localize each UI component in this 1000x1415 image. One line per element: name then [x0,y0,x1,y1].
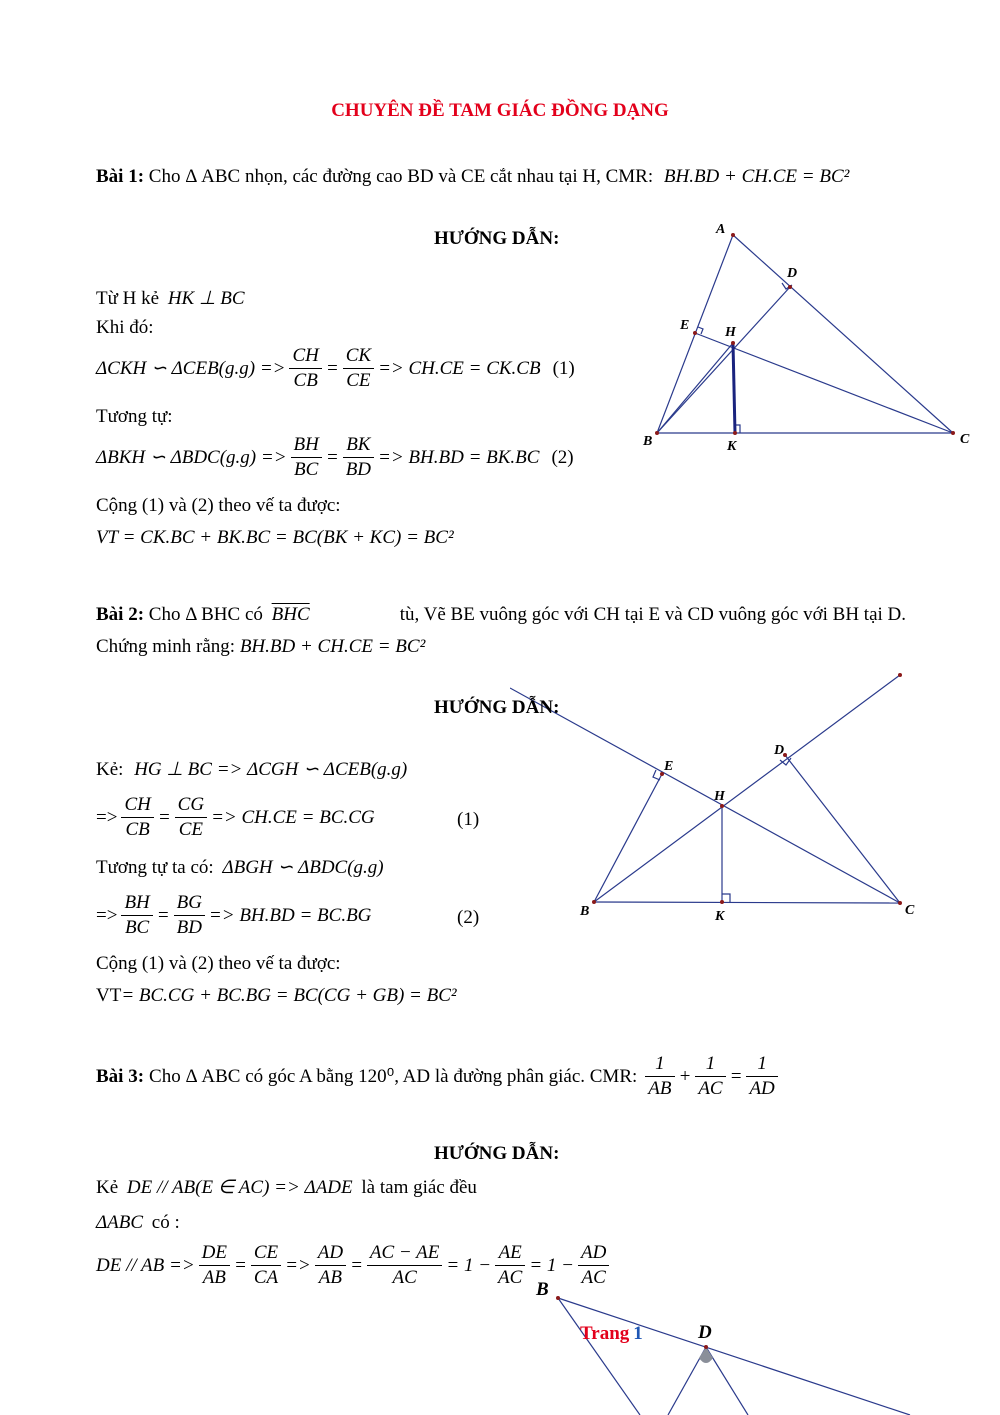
frac-den: CE [178,819,204,840]
bai1-l1-text: Từ H kẻ [96,288,160,309]
eq-text: = 1 − [529,1254,574,1276]
frac-den: AC [698,1078,723,1099]
eq-text: ΔBKH ∽ ΔBDC(g.g) => [96,447,287,468]
fraction [251,1241,281,1290]
frac-num: BK [343,433,374,458]
fraction [343,433,374,482]
bai3-l2-tail: có : [151,1212,180,1233]
fraction [291,433,322,482]
bai3-l2-math: ΔABC [96,1212,144,1233]
bai2-similar [96,856,384,879]
frac-den: AC [498,1267,523,1288]
footer-page-number: 1 [633,1323,643,1344]
bai1-text: Cho Δ ABC nhọn, các đường cao BD và CE cắt nhau tại H, CMR: [148,166,654,187]
fraction [695,1052,725,1101]
label-D: D [698,1322,712,1343]
frac-num: BH [121,891,152,916]
bai2-similar-text: Tương tự ta có: [96,857,214,878]
bai2-text-b: tù, Vẽ BE vuông góc với CH tại E và CD vuông góc với BH tại D. [399,604,906,625]
bai2-claim: BH.BD + CH.CE = BC² [239,636,426,657]
frac-num: DE [199,1241,230,1266]
bai2-eq2: => $\frac{BH}{BC}$ = $\frac{BG}{BD}$ => BH.BD = BC.BG [96,892,372,938]
frac-den: AC [581,1267,606,1288]
bai3-label: Bài 3: [96,1065,145,1087]
eq-text: => BH.BD = BK.BC [378,446,540,468]
frac-num: 1 [645,1052,674,1077]
label-D: D [787,266,798,281]
fraction [645,1052,674,1101]
label-K: K [727,439,737,454]
bai1-figure [630,215,980,465]
frac-den: AC [392,1267,417,1288]
frac-den: CE [346,370,371,391]
label-K: K [715,909,725,924]
bai2-text-c: Chứng minh rằng: [96,636,236,657]
bai2-line1 [96,758,407,781]
bai3-l1-text: Kẻ [96,1177,119,1198]
bai2-result-vt: VT [96,985,122,1006]
bai1-result: VT = CK.BC + BK.BC = BC(BK + KC) = BC² [96,527,454,548]
bai1-label: Bài 1: [96,166,145,187]
label-B: B [580,904,590,919]
frac-den: CA [253,1267,279,1288]
page-title: CHUYÊN ĐỀ TAM GIÁC ĐỒNG DẠNG [331,100,669,121]
bai2-heading: HƯỚNG DẪN: [434,697,560,718]
eq-tag: (1) [552,357,575,379]
frac-num: AD [578,1241,609,1266]
label-E: E [664,759,674,774]
label-H: H [714,789,725,804]
frac-num: 1 [695,1052,725,1077]
frac-num: CK [343,344,374,369]
fraction [367,1241,442,1290]
bai3-line2 [96,1212,180,1234]
label-C: C [960,432,970,447]
bai1-l1-math: HK ⊥ BC [167,288,245,309]
fraction [746,1052,777,1101]
fraction [199,1241,230,1290]
frac-num: CG [175,793,207,818]
bai2-figure [510,670,980,930]
bai1-line1 [96,287,245,310]
page-footer [580,1323,643,1345]
frac-num: BH [291,433,322,458]
bai2-result: = BC.CG + BC.BG = BC(CG + GB) = BC² [121,985,457,1006]
label-D: D [774,743,785,758]
eq-text: => [96,806,118,828]
bai1-line2: Khi đó: [96,317,154,338]
frac-num: AC − AE [367,1241,442,1266]
frac-den: CB [125,819,150,840]
label-B: B [643,434,653,449]
fraction [175,793,207,842]
label-B: B [536,1279,549,1300]
bai2-result-line [96,985,457,1007]
bai2-text-a: Cho Δ BHC có [148,604,263,625]
frac-den: CB [293,370,318,391]
frac-den: AD [749,1078,775,1099]
fraction [289,344,321,393]
bai2-sum: Cộng (1) và (2) theo vế ta được: [96,953,341,974]
frac-num: AE [495,1241,525,1266]
frac-den: BD [345,459,372,480]
eq-text: DE // AB => [96,1254,195,1276]
bai1-claim: BH.BD + CH.CE = BC² [663,166,850,187]
bai2-statement-line1 [96,604,906,626]
bai3-heading: HƯỚNG DẪN: [434,1143,560,1164]
eq-tag: (2) [551,446,574,468]
footer-word: Trang [580,1323,630,1344]
eq-text: => CH.CE = BC.CG [211,806,375,828]
bai3-eq: DE // AB => $\frac{DE}{AB}$ = $\frac{CE}{CA}$ => $\frac{AD}{AB}$ = $\frac{AC - AE}{AC}$ = 1 − $\frac{AE}{AC}$ = 1 − $\frac{AD}{AC}$ [96,1241,613,1290]
fraction [121,891,152,940]
frac-den: BC [294,459,319,480]
frac-den: BD [176,917,202,938]
eq-text: => CH.CE = CK.CB [378,357,541,379]
bai1-statement [96,166,849,188]
frac-num: AD [315,1241,346,1266]
frac-num: 1 [746,1052,777,1077]
frac-den: AB [648,1078,672,1099]
bai3-l1-tail: là tam giác đều [361,1177,477,1198]
bai1-eq2: ΔBKH ∽ ΔBDC(g.g) => $\frac{BH}{BC}$ = $\frac{BK}{BD}$ => BH.BD = BK.BC (2) [96,434,574,480]
frac-den: AB [202,1267,226,1288]
bai1-similar: Tương tự: [96,406,173,427]
frac-num: CH [289,344,321,369]
bai3-line1 [96,1176,477,1199]
bai2-l1-text: Kẻ: [96,759,124,780]
label-H: H [725,325,736,340]
bai2-eq1: => $\frac{CH}{CB}$ = $\frac{CG}{CE}$ => CH.CE = BC.CG [96,794,375,840]
label-A: A [716,222,726,237]
bai2-l1-math: HG ⊥ BC => ΔCGH ∽ ΔCEB(g.g) [134,759,408,780]
eq-text: => [285,1254,311,1276]
eq-tag: (1) [457,809,480,830]
bai2-similar-math: ΔBGH ∽ ΔBDC(g.g) [222,857,384,878]
label-E: E [680,318,690,333]
fraction [174,891,205,940]
bai3-statement: Bài 3: Cho Δ ABC có góc A bằng 120⁰, AD là đường phân giác. CMR: $\frac{1}{AB}$ + $\frac{1}{AC}$ = $\frac{1}{AD}$ [96,1052,782,1101]
eq-text: ΔCKH ∽ ΔCEB(g.g) => [96,358,286,379]
bai2-label: Bài 2: [96,604,145,625]
bai3-l1-math: DE // AB(E ∈ AC) => ΔADE [126,1177,353,1198]
bai1-sum: Cộng (1) và (2) theo vế ta được: [96,495,341,516]
eq-text: => BH.BD = BC.BG [208,904,372,926]
frac-num: BG [174,891,205,916]
eq-text: = 1 − [446,1254,492,1276]
eq-tag: (2) [457,907,480,928]
bai2-statement-line2 [96,636,425,658]
fraction [121,793,153,842]
frac-num: CE [251,1241,281,1266]
label-C: C [905,903,915,918]
eq-text: => [96,904,118,926]
bai2-angle: $\overline{BHC}$ [271,604,310,625]
frac-num: CH [121,793,153,818]
fraction [315,1241,346,1290]
fraction [343,344,374,393]
bai1-heading: HƯỚNG DẪN: [434,228,560,249]
frac-den: AB [318,1267,343,1288]
bai1-eq1: ΔCKH ∽ ΔCEB(g.g) => $\frac{CH}{CB}$ = $\frac{CK}{CE}$ => CH.CE = CK.CB (1) [96,345,575,391]
bai3-text: Cho Δ ABC có góc A bằng 120⁰, AD là đường phân giác. CMR: [149,1066,638,1087]
frac-den: BC [124,917,150,938]
